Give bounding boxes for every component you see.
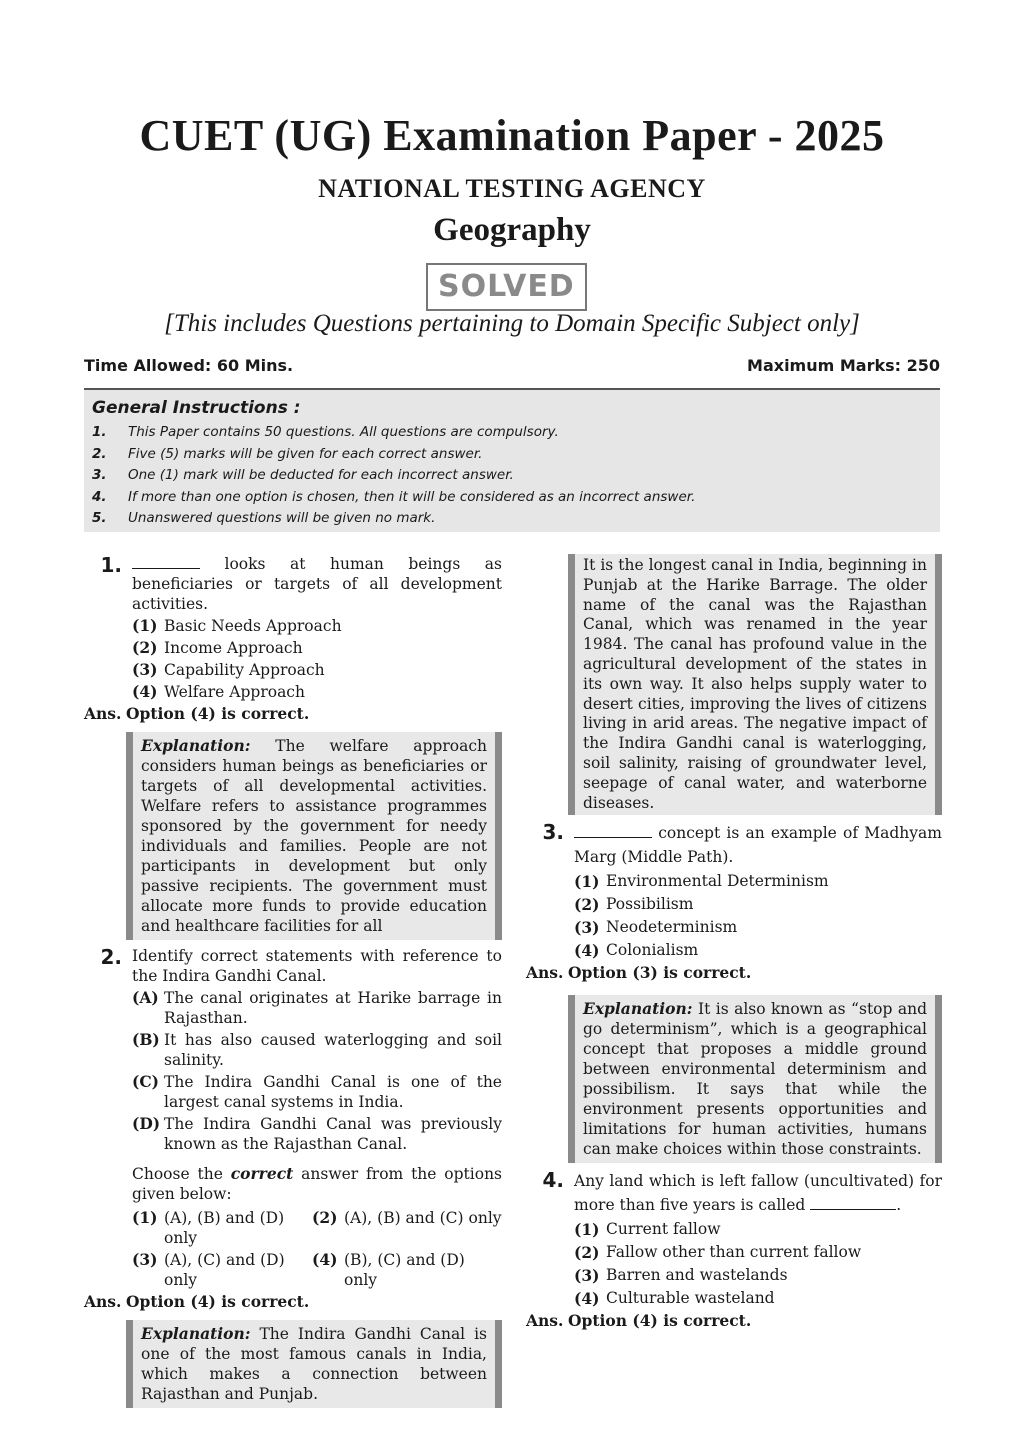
statement [132, 1072, 502, 1112]
option-num: (1) [132, 616, 158, 635]
explanation-label: Explanation: [583, 999, 693, 1019]
option [132, 616, 502, 636]
option-num: (3) [132, 1250, 158, 1269]
instruction-num: 4. [92, 488, 107, 505]
statement-num: (D) [132, 1114, 161, 1133]
explanation-label: Explanation: [141, 736, 251, 755]
instruction-item [92, 444, 932, 466]
explanation-text: It is also known as “stop and go determinism”, which is a geographical concept that proposes a middle ground between environmental determinism and possibilism. It says that while the environment presents opportunities and limitations for human activities, humans can make choices within those constraints. [583, 1000, 928, 1159]
option-text: Basic Needs Approach [164, 617, 342, 635]
question-text [574, 1169, 942, 1217]
statement-text: The Indira Gandhi Canal is one of the largest canal systems in India. [164, 1073, 502, 1111]
answer-blank [810, 1195, 896, 1210]
answer-line [526, 963, 942, 983]
option-text: Environmental Determinism [606, 872, 829, 891]
option [574, 940, 942, 961]
question-text [132, 554, 502, 614]
choose-instruction [132, 1164, 502, 1204]
paper-note: [This includes Questions pertaining to Domain Specific Subject only] [164, 310, 860, 337]
answer-line [84, 704, 502, 724]
instructions-list [92, 422, 932, 530]
maximum-marks: Maximum Marks: 250 [747, 356, 940, 375]
answer-text: Option (4) is correct. [126, 704, 310, 723]
instructions-heading: General Instructions : [92, 398, 301, 418]
question-text: Identify correct statements with reference to the Indira Gandhi Canal. [132, 947, 502, 985]
option-num: (2) [312, 1208, 338, 1227]
explanation-text: The Indira Gandhi Canal is one of the most famous canals in India, which makes a connection between Rajasthan and Punjab. [141, 1325, 487, 1403]
instruction-text: Unanswered questions will be given no mark. [128, 510, 436, 526]
option-text: Fallow other than current fallow [606, 1243, 862, 1262]
question-number: 3. [542, 820, 564, 845]
instruction-item [92, 508, 932, 530]
explanation-continued-text: It is the longest canal in India, beginning in Punjab at the Harike Barrage. The older name of the canal was the Rajasthan Canal, which was renamed in the year 1984. The canal has profound value in the agricultural development of the states in its own way. It also helps supply water to desert cities, improving the lives of citizens living in arid areas. The negative impact of the Indira Gandhi canal is waterlogging, soil salinity, raising of groundwater level, seepage of canal water, and waterborne diseases. [583, 556, 927, 812]
q2-statements [132, 988, 502, 1154]
answer-line [526, 1311, 942, 1331]
option-text: Welfare Approach [164, 683, 305, 701]
option-text: Possibilism [606, 895, 694, 914]
instruction-item [92, 465, 932, 487]
statement [132, 988, 502, 1028]
explanation-label: Explanation: [141, 1324, 251, 1343]
instruction-num: 5. [92, 510, 107, 526]
instruction-text: This Paper contains 50 questions. All questions are compulsory. [128, 424, 559, 440]
option-num: (1) [574, 872, 600, 892]
option-num: (3) [132, 660, 158, 679]
answer-label: Ans. [526, 1311, 564, 1331]
solved-badge-wrap [426, 263, 587, 311]
option [132, 682, 502, 702]
q2-options [132, 1208, 502, 1290]
question-4-text: Any land which is left fallow (uncultivated) for more than five years is called [574, 1172, 942, 1215]
choose-emphasis: correct [230, 1164, 294, 1183]
explanation-box [126, 732, 502, 940]
instruction-text: One (1) mark will be deducted for each incorrect answer. [128, 467, 514, 483]
left-column [84, 554, 502, 1414]
question-4-text-end: . [896, 1196, 902, 1215]
answer-label: Ans. [84, 1292, 122, 1311]
instruction-text: Five (5) marks will be given for each correct answer. [128, 445, 483, 462]
option-num: (2) [574, 1243, 600, 1263]
agency-name: NATIONAL TESTING AGENCY [318, 174, 706, 203]
option-text: Colonialism [606, 941, 699, 960]
option-num: (3) [574, 1266, 600, 1286]
option-text: Neodeterminism [606, 918, 738, 937]
general-instructions [84, 388, 940, 532]
option-text: (A), (B) and (D) only [164, 1209, 285, 1247]
option [574, 1242, 942, 1263]
option [574, 1265, 942, 1286]
instruction-num: 3. [92, 467, 107, 483]
option-num: (4) [132, 682, 158, 701]
option-text: Current fallow [606, 1220, 721, 1239]
option-num: (2) [574, 895, 600, 915]
answer-text: Option (4) is correct. [568, 1311, 752, 1331]
instruction-item [92, 422, 932, 444]
answer-label: Ans. [84, 704, 122, 723]
option-text: Capability Approach [164, 661, 325, 679]
instruction-num: 2. [92, 445, 107, 462]
explanation-continued-box [568, 554, 942, 815]
question-number: 1. [100, 553, 122, 577]
question-2 [84, 946, 502, 986]
solved-badge: SOLVED [426, 263, 587, 311]
option [574, 1288, 942, 1309]
subject-name: Geography [433, 212, 591, 248]
answer-text: Option (3) is correct. [568, 963, 752, 983]
option-text: (A), (C) and (D) only [164, 1251, 285, 1289]
option [132, 638, 502, 658]
q1-options [132, 616, 502, 702]
question-number: 2. [100, 945, 122, 969]
instruction-num: 1. [92, 424, 107, 440]
answer-line [84, 1292, 502, 1312]
choose-pre: Choose the [132, 1165, 223, 1183]
option-num: (4) [574, 1289, 600, 1309]
option-text: Barren and wastelands [606, 1266, 788, 1285]
instruction-item [92, 487, 932, 509]
option-num: (4) [312, 1250, 338, 1269]
answer-blank [132, 554, 200, 569]
option [574, 1219, 942, 1240]
question-3 [526, 821, 942, 869]
statement-text: It has also caused waterlogging and soil salinity. [164, 1031, 502, 1069]
time-allowed: Time Allowed: 60 Mins. [84, 356, 294, 375]
option-text: Income Approach [164, 639, 303, 657]
question-3-text: concept is an example of Madhyam Marg (Middle Path). [574, 824, 942, 867]
explanation-box [568, 995, 942, 1163]
answer-blank [574, 823, 652, 838]
option [574, 894, 942, 915]
question-number: 4. [542, 1168, 564, 1193]
option-num: (1) [574, 1220, 600, 1240]
right-column [526, 554, 942, 1333]
option-text: (A), (B) and (C) only [344, 1209, 502, 1227]
statement-num: (C) [132, 1072, 160, 1091]
statement [132, 1030, 502, 1070]
question-1 [84, 554, 502, 614]
statement-num: (B) [132, 1030, 160, 1049]
q4-options [574, 1219, 942, 1309]
question-1-text: looks at human beings as beneficiaries or targets of all development activities. [132, 555, 502, 613]
q3-options [574, 871, 942, 961]
explanation-box [126, 1320, 502, 1408]
answer-label: Ans. [526, 963, 564, 983]
option-num: (3) [574, 918, 600, 938]
option [574, 871, 942, 892]
instruction-text: If more than one option is chosen, then it will be considered as an incorrect answer. [128, 488, 696, 505]
option-text: (B), (C) and (D) only [344, 1251, 465, 1289]
option [132, 660, 502, 680]
option-num: (1) [132, 1208, 158, 1227]
question-text [574, 821, 942, 869]
answer-text: Option (4) is correct. [126, 1292, 310, 1311]
option-text: Culturable wasteland [606, 1289, 775, 1308]
statement-num: (A) [132, 988, 159, 1007]
question-4 [526, 1169, 942, 1217]
option [574, 917, 942, 938]
statement [132, 1114, 502, 1154]
statement-text: The Indira Gandhi Canal was previously known as the Rajasthan Canal. [164, 1115, 502, 1153]
option-num: (2) [132, 638, 158, 657]
option-num: (4) [574, 941, 600, 961]
statement-text: The canal originates at Harike barrage in Rajasthan. [164, 989, 502, 1027]
explanation-text: The welfare approach considers human beings as beneficiaries or targets of all developmental activities. Welfare refers to assistance programmes sponsored by the government for needy individuals and families. People are not participants in development but only passive recipients. The government must allocate more funds to provide education and healthcare facilities for all [141, 737, 487, 935]
choose-post: answer from the options given below: [132, 1165, 503, 1203]
paper-title: CUET (UG) Examination Paper - 2025 [139, 111, 885, 160]
